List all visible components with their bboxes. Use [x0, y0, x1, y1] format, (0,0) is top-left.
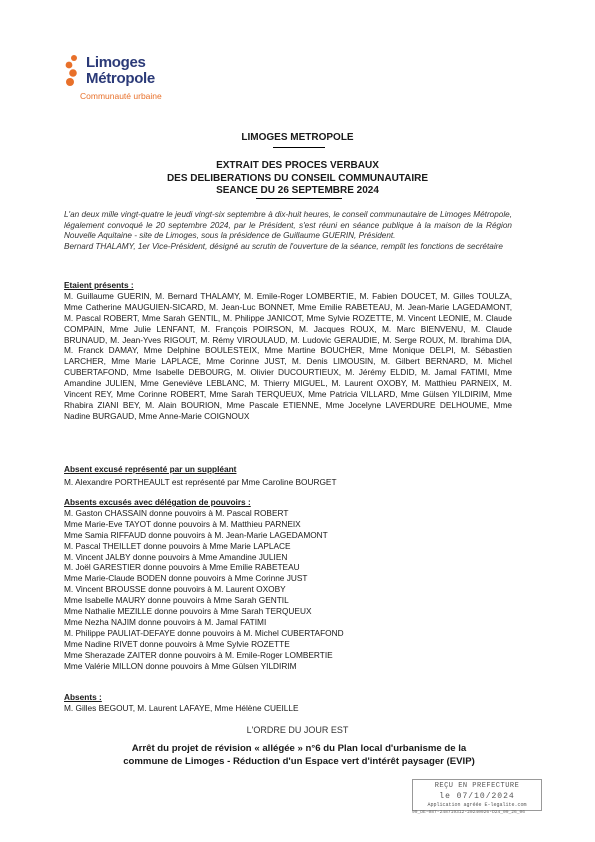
stamp-line-3: Application agréée E-legalite.com: [427, 802, 527, 808]
excused-replaced-section: [64, 464, 512, 488]
present-heading: Etaient présents :: [64, 280, 134, 290]
intro-paragraphs: [64, 210, 512, 252]
excused-proxy-section: [64, 497, 512, 672]
proxy-line: Mme Nezha NAJIM donne pouvoirs à M. Jamal FATIMI: [64, 616, 267, 627]
logo-line2: Métropole: [86, 70, 155, 87]
stamp-date: le 07/10/2024: [439, 792, 515, 801]
present-list: M. Guillaume GUERIN, M. Bernard THALAMY, M. Emile-Roger LOMBERTIE, M. Fabien DOUCET, M. Gilles TOULZA, Mme Catherine MAUGUIEN-SICARD, M. Jean-Luc BONNET, Mme Emilie RABETEAU, M. Jean-Marie LAGEDAMONT, M. Pascal ROBERT, Mme Sarah GENTIL, M. Philippe JANICOT, Mme Sylvie ROZETTE, M. Vincent LEONIE, M. Claude COMPAIN, Mme Julie LENFANT, M. François POIRSON, M. Jacques ROUX, M. Marc BIENVENU, M. Claude BRUNAUD, M. Jean-Yves RIGOUT, M. Rémy VIROULAUD, M. Ludovic GERAUDIE, M. Serge ROUX, M. Ibrahima DIA, M. Franck DAMAY, Mme Delphine BOULESTEIX, Mme Martine BOUCHER, Mme Monique DELPI, M. Sébastien LARCHER, Mme Marie LAPLACE, Mme Corinne JUST, M. Denis LIMOUSIN, M. Gilbert BERNARD, M. Michel CUBERTAFOND, Mme Isabelle DEBOURG, M. Olivier DUCOURTIEUX, M. Jérémy ELDID, M. Jamal FATIMI, Mme Amandine JULIEN, Mme Geneviève LEBLANC, M. Thierry MIGUEL, M. Laurent OXOBY, M. Matthieu PARNEIX, M. Vincent REY, Mme Corinne ROBERT, Mme Sarah TERQUEUX, Mme Patricia VILLARD, Mme Gülsen YILDIRIM, Mme Rhabira ZIANI BEY, M. Alain BOURION, Mme Pascale ETIENNE, Mme Jocelyne LAVERDURE DELHOUME, Mme Nadine BURGAUD, Mme Anne-Marie COIGNOUX: [64, 290, 512, 421]
agenda-item-line-2: commune de Limoges - Réduction d'un Espace vert d'intérêt paysager (EVIP): [123, 755, 475, 767]
logo-dots-icon: [64, 54, 84, 90]
absent-heading: Absents :: [64, 692, 102, 702]
organization-name: LIMOGES METROPOLE: [241, 132, 354, 143]
proxy-line: Mme Marie-Claude BODEN donne pouvoirs à Mme Corinne JUST: [64, 573, 308, 584]
prefecture-stamp: [412, 779, 542, 811]
intro-paragraph: L'an deux mille vingt-quatre le jeudi vingt-six septembre à dix-huit heures, le conseil communautaire de Limoges Métropole, légalement convoqué le 20 septembre 2024, par le Président, s'est réuni en séance publique à la maison de la Région Nouvelle Aquitaine - site de Limoges, sous la présidence de Guillaume GUERIN, Président.: [64, 210, 512, 241]
proxy-line: M. Philippe PAULIAT-DEFAYE donne pouvoirs à M. Michel CUBERTAFOND: [64, 627, 344, 638]
proxy-line: Mme Isabelle MAURY donne pouvoirs à Mme Sarah GENTIL: [64, 595, 289, 606]
proxy-line: M. Gaston CHASSAIN donne pouvoirs à M. Pascal ROBERT: [64, 507, 289, 518]
absent-section: [64, 692, 512, 714]
limoges-metropole-logo: [64, 50, 184, 106]
agenda-item-title: [64, 743, 534, 768]
proxy-line: Mme Sherazade ZAITER donne pouvoirs à M. Emile-Roger LOMBERTIE: [64, 649, 333, 660]
absent-line: M. Gilles BEGOUT, M. Laurent LAFAYE, Mme Hélène CUEILLE: [64, 702, 299, 713]
logo-line1: Limoges: [86, 54, 146, 71]
title-line-1: EXTRAIT DES PROCES VERBAUX: [216, 160, 379, 171]
present-section: [64, 280, 512, 422]
proxy-line: Mme Marie-Eve TAYOT donne pouvoirs à M. Matthieu PARNEIX: [64, 518, 301, 529]
proxy-line: Mme Nathalie MEZILLE donne pouvoirs à Mme Sarah TERQUEUX: [64, 606, 312, 617]
proxy-line: M. Joël GARESTIER donne pouvoirs à Mme Emilie RABETEAU: [64, 562, 300, 573]
excused-proxy-heading: Absents excusés avec délégation de pouvoirs :: [64, 497, 251, 507]
proxy-line: Mme Samia RIFFAUD donne pouvoirs à M. Jean-Marie LAGEDAMONT: [64, 529, 328, 540]
stamp-id: 99_DE-087-248719312-20240926-D24_09_26_06: [412, 810, 526, 815]
logo-subtitle: Communauté urbaine: [80, 91, 162, 101]
proxy-line: Mme Nadine RIVET donne pouvoirs à Mme Sylvie ROZETTE: [64, 638, 290, 649]
divider: [256, 198, 342, 199]
excused-replaced-heading: Absent excusé représenté par un suppléant: [64, 464, 237, 474]
excused-replaced-line: M. Alexandre PORTHEAULT est représenté par Mme Caroline BOURGET: [64, 476, 337, 487]
proxy-line: M. Vincent BROUSSE donne pouvoirs à M. Laurent OXOBY: [64, 584, 286, 595]
agenda-item-line-1: Arrêt du projet de révision « allégée » n°6 du Plan local d'urbanisme de la: [131, 743, 467, 754]
proxy-line: M. Pascal THEILLET donne pouvoirs à Mme Marie LAPLACE: [64, 540, 291, 551]
proxy-line: M. Vincent JALBY donne pouvoirs à Mme Amandine JULIEN: [64, 551, 288, 562]
proxy-line: Mme Valérie MILLON donne pouvoirs à Mme Gülsen YILDIRIM: [64, 660, 297, 671]
document-title: [0, 160, 595, 198]
title-line-3: SEANCE DU 26 SEPTEMBRE 2024: [216, 185, 379, 196]
agenda-label: L'ORDRE DU JOUR EST: [246, 725, 349, 735]
divider: [273, 147, 325, 148]
intro-paragraph: Bernard THALAMY, 1er Vice-Président, désigné au scrutin de l'ouverture de la séance, remplit les fonctions de secrétaire: [64, 241, 503, 251]
title-line-2: DES DELIBERATIONS DU CONSEIL COMMUNAUTAIRE: [166, 172, 429, 184]
stamp-line-1: REÇU EN PREFECTURE: [434, 782, 520, 790]
